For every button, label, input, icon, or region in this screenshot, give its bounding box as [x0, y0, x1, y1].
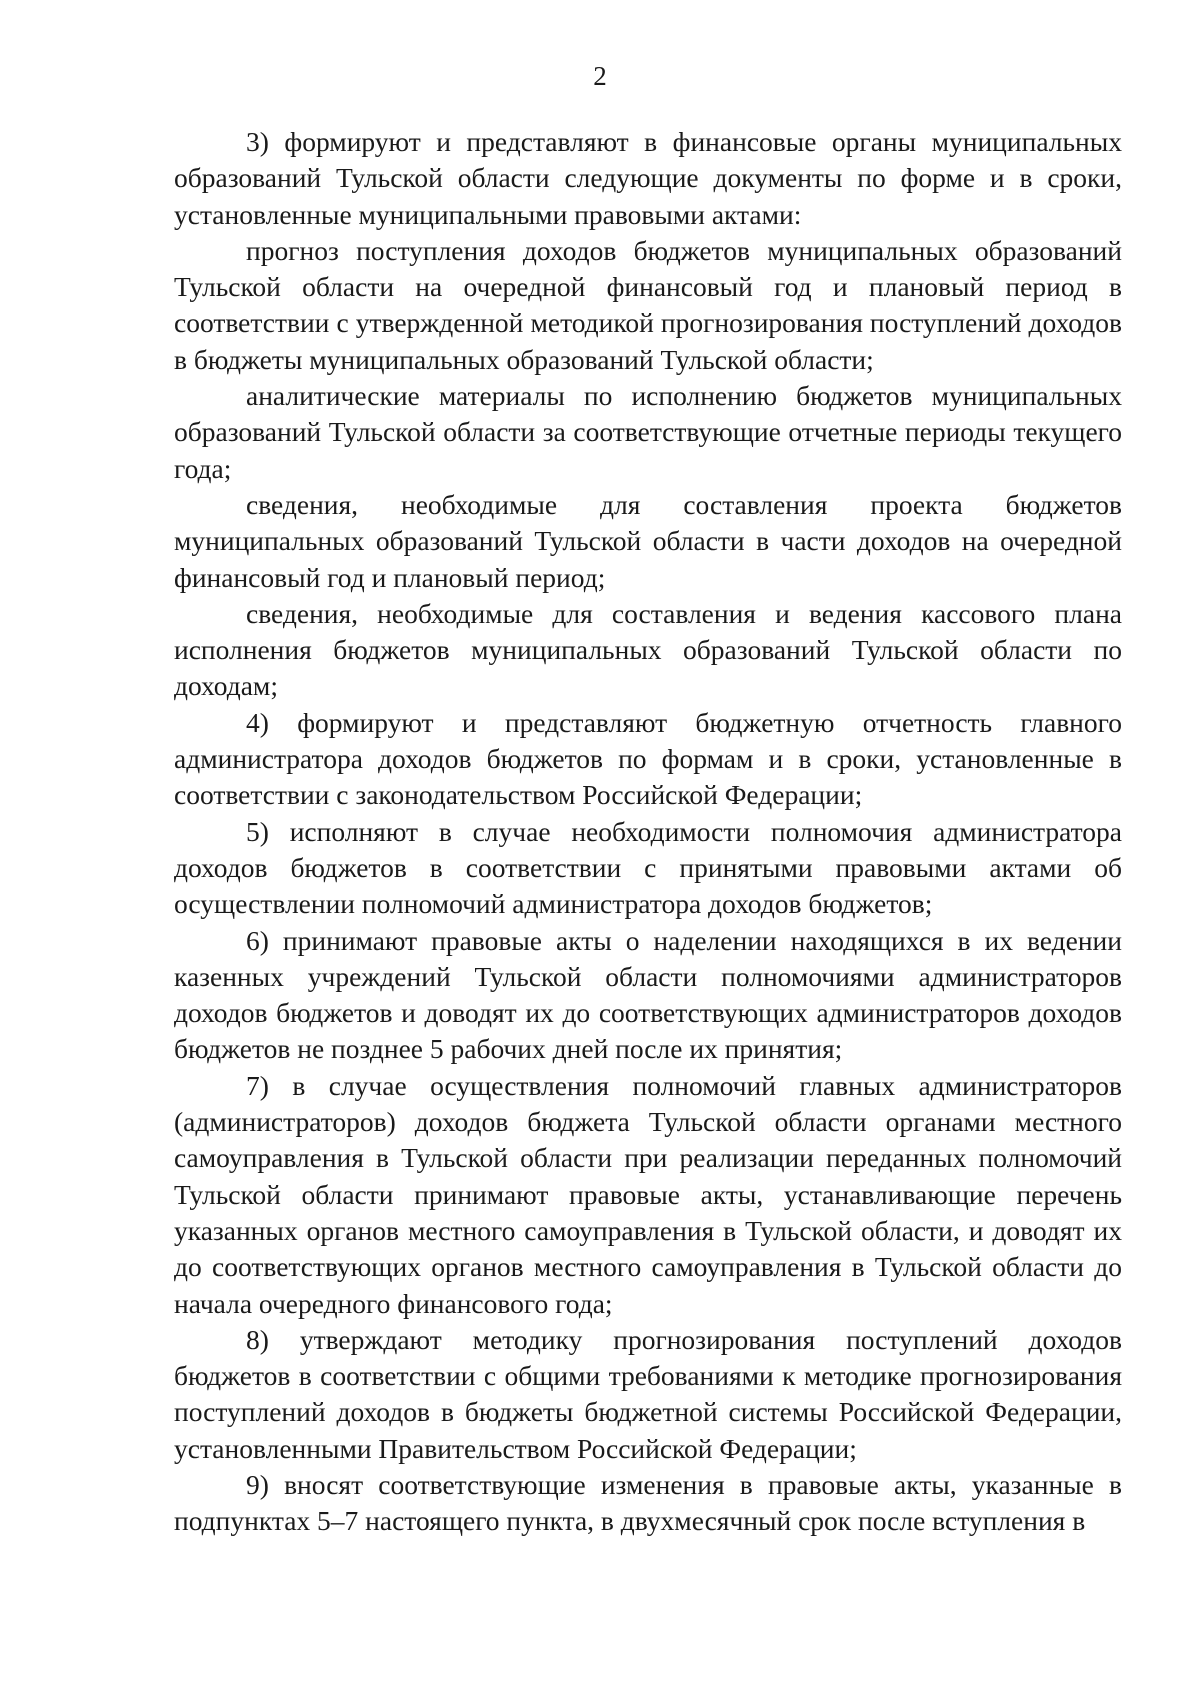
paragraph-item-4: 4) формируют и представляют бюджетную отчетность главного администратора доходов бюджетов по формам и в сроки, установленные в соответствии с законодательством Российской Федерации; — [174, 706, 1122, 811]
paragraph-item-6: 6) принимают правовые акты о наделении находящихся в их ведении казенных учреждений Тульской области полномочиями администраторов доходов бюджетов и доводят их до соответствующих администраторов доходов бюджетов не позднее 5 рабочих дней после их принятия; — [174, 924, 1122, 1065]
paragraph-analytical-materials: аналитические материалы по исполнению бюджетов муниципальных образований Тульской области за соответствующие отчетные периоды текущего года; — [174, 380, 1122, 484]
paragraph-cash-plan-info: сведения, необходимые для составления и ведения кассового плана исполнения бюджетов муниципальных образований Тульской области по доходам; — [174, 597, 1122, 702]
paragraph-item-8: 8) утверждают методику прогнозирования поступлений доходов бюджетов в соответствии с общими требованиями к методике прогнозирования поступлений доходов в бюджеты бюджетной системы Российской Федерации, установленными Правительством Российской Федерации; — [174, 1323, 1122, 1464]
paragraph-item-7: 7) в случае осуществления полномочий главных администраторов (администраторов) доходов бюджета Тульской области органами местного самоуправления в Тульской области при реализации переданных полномочий Тульской области принимают правовые акты, устанавливающие перечень указанных органов местного самоуправления в Тульской области, и доводят их до соответствующих органов местного самоуправления в Тульской области до начала очередного финансового года; — [174, 1069, 1122, 1319]
paragraph-item-5: 5) исполняют в случае необходимости полномочия администратора доходов бюджетов в соответствии с принятыми правовыми актами об осуществлении полномочий администратора доходов бюджетов; — [174, 815, 1122, 920]
page-number: 2 — [593, 61, 607, 91]
document-body — [174, 124, 1122, 1540]
paragraph-item-3: 3) формируют и представляют в финансовые органы муниципальных образований Тульской области следующие документы по форме и в сроки, установленные муниципальными правовыми актами: — [174, 126, 1122, 230]
paragraph-budget-draft-info: сведения, необходимые для составления проекта бюджетов муниципальных образований Тульской области в части доходов на очередной финансовый год и плановый период; — [174, 488, 1122, 593]
paragraph-revenue-forecast: прогноз поступления доходов бюджетов муниципальных образований Тульской области на очередной финансовый год и плановый период в соответствии с утвержденной методикой прогнозирования поступлений доходов в бюджеты муниципальных образований Тульской области; — [174, 234, 1122, 375]
paragraph-item-9: 9) вносят соответствующие изменения в правовые акты, указанные в подпунктах 5–7 настоящего пункта, в двухмесячный срок после вступления в — [174, 1468, 1122, 1537]
